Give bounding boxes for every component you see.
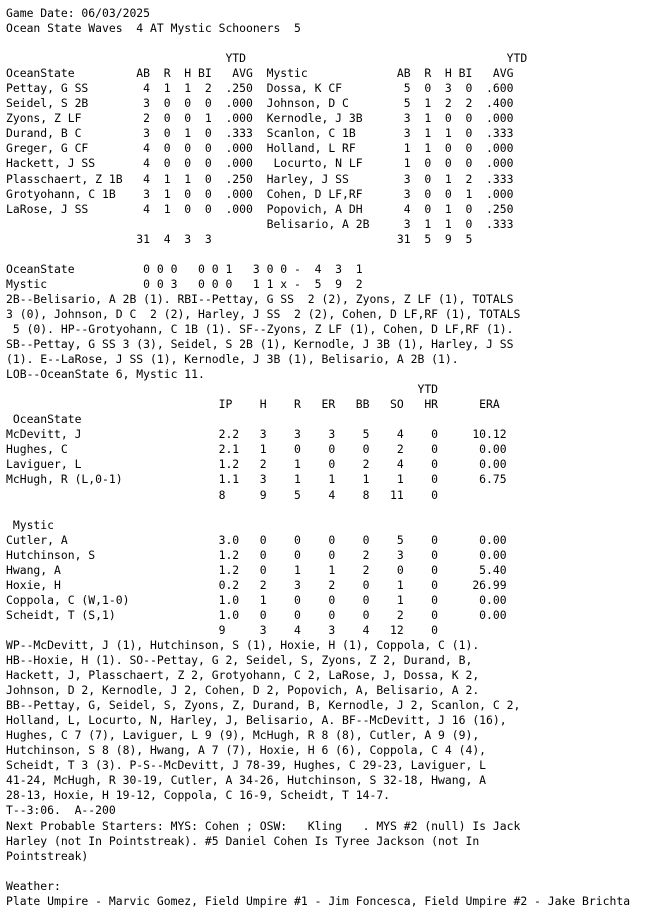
- box-score-line: Coppola, C (W,1-0) 1.0 1 0 0 0 1 0 0.00: [6, 592, 507, 607]
- box-score-line: 8 9 5 4 8 11 0: [6, 487, 439, 502]
- box-score-line: [6, 503, 670, 518]
- box-score-line: 9 3 4 3 4 12 0: [6, 622, 439, 637]
- box-score-line: Hackett, J, Plasschaert, Z 2, Grotyohann, C 2, LaRose, J, Dossa, K 2,: [6, 668, 480, 683]
- box-score-line: LaRose, J SS 4 1 0 0 .000 Popovich, A DH 4 0 1 0 .250: [6, 201, 514, 216]
- box-score-line: 2B--Belisario, A 2B (1). RBI--Pettay, G SS 2 (2), Zyons, Z LF (1), TOTALS: [6, 291, 514, 306]
- box-score-line: Greger, G CF 4 0 0 0 .000 Holland, L RF 1 1 0 0 .000: [6, 141, 514, 156]
- box-score-line: Johnson, D 2, Kernodle, J 2, Cohen, D 2, Popovich, A, Belisario, A 2.: [6, 683, 480, 698]
- box-score-line: SB--Pettay, G SS 3 (3), Seidel, S 2B (1), Kernodle, J 3B (1), Harley, J SS: [6, 337, 514, 352]
- box-score-line: HB--Hoxie, H (1). SO--Pettay, G 2, Seidel, S, Zyons, Z 2, Durand, B,: [6, 653, 473, 668]
- box-score-line: Scheidt, T (S,1) 1.0 0 0 0 0 2 0 0.00: [6, 607, 507, 622]
- box-score-line: Weather:: [6, 878, 61, 893]
- box-score-line: Grotyohann, C 1B 3 1 0 0 .000 Cohen, D LF,RF 3 0 0 1 .000: [6, 186, 514, 201]
- box-score-line: YTD YTD: [6, 51, 528, 66]
- box-score-line: 41-24, McHugh, R 30-19, Cutler, A 34-26, Hutchinson, S 32-18, Hwang, A: [6, 773, 487, 788]
- box-score-line: Hoxie, H 0.2 2 3 2 0 1 0 26.99: [6, 577, 507, 592]
- box-score-line: Plasschaert, Z 1B 4 1 1 0 .250 Harley, J SS 3 0 1 2 .333: [6, 171, 514, 186]
- box-score-line: Harley (not In Pointstreak). #5 Daniel Cohen Is Tyree Jackson (not In: [6, 833, 480, 848]
- box-score-line: Hughes, C 7 (7), Laviguer, L 9 (9), McHugh, R 8 (8), Cutler, A 9 (9),: [6, 728, 480, 743]
- box-score-line: Hwang, A 1.2 0 1 1 2 0 0 5.40: [6, 562, 507, 577]
- box-score-line: 28-13, Hoxie, H 19-12, Coppola, C 16-9, Scheidt, T 14-7.: [6, 788, 391, 803]
- box-score-line: YTD: [6, 382, 439, 397]
- box-score-line: Next Probable Starters: MYS: Cohen ; OSW: Kling . MYS #2 (null) Is Jack: [6, 818, 521, 833]
- box-score-line: Holland, L, Locurto, N, Harley, J, Belisario, A. BF--McDevitt, J 16 (16),: [6, 713, 507, 728]
- box-score-line: Scheidt, T 3 (3). P-S--McDevitt, J 78-39, Hughes, C 29-23, Laviguer, L: [6, 758, 487, 773]
- box-score-line: OceanState AB R H BI AVG Mystic AB R H BI AVG: [6, 66, 514, 81]
- box-score-line: Durand, B C 3 0 1 0 .333 Scanlon, C 1B 3 1 1 0 .333: [6, 126, 514, 141]
- box-score-line: Game Date: 06/03/2025: [6, 6, 151, 20]
- box-score-line: 31 4 3 3 31 5 9 5: [6, 231, 473, 246]
- box-score-line: IP H R ER BB SO HR ERA: [6, 397, 500, 412]
- box-score-line: Seidel, S 2B 3 0 0 0 .000 Johnson, D C 5 1 2 2 .400: [6, 96, 514, 111]
- box-score-line: T--3:06. A--200: [6, 803, 116, 818]
- box-score-line: 3 (0), Johnson, D C 2 (2), Harley, J SS 2 (2), Cohen, D LF,RF (1), TOTALS: [6, 306, 521, 321]
- box-score-line: McDevitt, J 2.2 3 3 3 5 4 0 10.12: [6, 427, 507, 442]
- box-score-line: Zyons, Z LF 2 0 0 1 .000 Kernodle, J 3B 3 1 0 0 .000: [6, 111, 514, 126]
- box-score-line: McHugh, R (L,0-1) 1.1 3 1 1 1 1 0 6.75: [6, 472, 507, 487]
- box-score-line: [6, 36, 670, 51]
- box-score-line: LOB--OceanState 6, Mystic 11.: [6, 367, 205, 382]
- box-score-line: (1). E--LaRose, J SS (1), Kernodle, J 3B (1), Belisario, A 2B (1).: [6, 352, 459, 367]
- box-score-line: Hutchinson, S 8 (8), Hwang, A 7 (7), Hoxie, H 6 (6), Coppola, C 4 (4),: [6, 743, 487, 758]
- box-score-line: Plate Umpire - Marvic Gomez, Field Umpire #1 - Jim Foncesca, Field Umpire #2 - Jake Brichta: [6, 893, 631, 908]
- box-score-line: [6, 864, 670, 879]
- box-score-line: Laviguer, L 1.2 2 1 0 2 4 0 0.00: [6, 457, 507, 472]
- box-score-line: [6, 247, 670, 262]
- box-score-line: OceanState: [6, 412, 82, 427]
- box-score-line: BB--Pettay, G, Seidel, S, Zyons, Z, Durand, B, Kernodle, J 2, Scanlon, C 2,: [6, 698, 521, 713]
- box-score-line: 5 (0). HP--Grotyohann, C 1B (1). SF--Zyons, Z LF (1), Cohen, D LF,RF (1).: [6, 321, 514, 336]
- box-score-line: Hackett, J SS 4 0 0 0 .000 Locurto, N LF 1 0 0 0 .000: [6, 156, 514, 171]
- box-score-line: Ocean State Waves 4 AT Mystic Schooners 5: [6, 21, 301, 36]
- box-score-line: Hughes, C 2.1 1 0 0 0 2 0 0.00: [6, 442, 507, 457]
- box-score-line: Mystic: [6, 517, 55, 532]
- box-score-line: Pointstreak): [6, 848, 89, 863]
- box-score-line: Cutler, A 3.0 0 0 0 0 5 0 0.00: [6, 532, 507, 547]
- box-score-line: WP--McDevitt, J (1), Hutchinson, S (1), Hoxie, H (1), Coppola, C (1).: [6, 637, 480, 652]
- box-score-line: Mystic 0 0 3 0 0 0 1 1 x - 5 9 2: [6, 276, 363, 291]
- box-score-line: Hutchinson, S 1.2 0 0 0 2 3 0 0.00: [6, 547, 507, 562]
- box-score-line: OceanState 0 0 0 0 0 1 3 0 0 - 4 3 1: [6, 261, 363, 276]
- box-score-line: Belisario, A 2B 3 1 1 0 .333: [6, 216, 514, 231]
- box-score-line: Pettay, G SS 4 1 1 2 .250 Dossa, K CF 5 0 3 0 .600: [6, 81, 514, 96]
